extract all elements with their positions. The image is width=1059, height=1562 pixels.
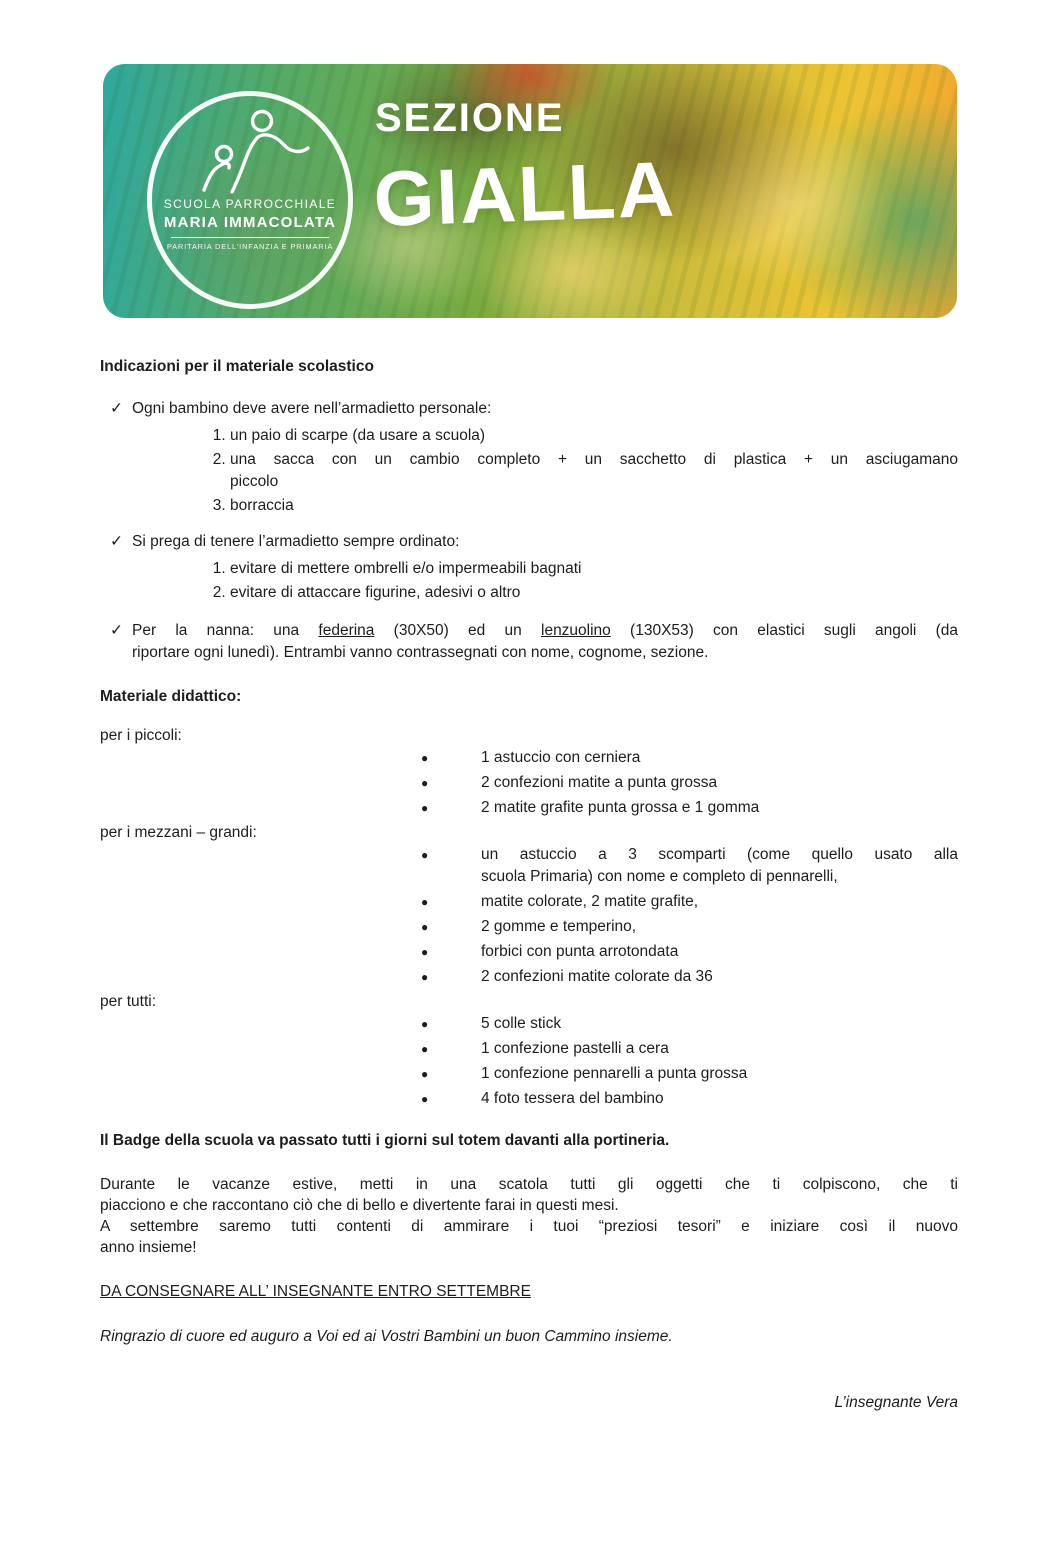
logo-school-name: MARIA IMMACOLATA [163, 214, 337, 231]
material-item-text: 2 confezioni matite a punta grossa [481, 774, 718, 791]
material-item [421, 891, 958, 913]
bullet-icon: ● [421, 945, 429, 959]
material-item-text: 4 foto tessera del bambino [481, 1090, 664, 1107]
material-item [421, 844, 958, 888]
nanna-underlined-word: lenzuolino [541, 622, 611, 639]
material-item [421, 747, 958, 769]
material-item [421, 1013, 958, 1035]
material-item-text: 2 gomme e temperino, [481, 918, 637, 935]
material-item-text: 2 confezioni matite colorate da 36 [481, 968, 713, 985]
material-item-text: un astuccio a 3 scomparti (come quello usato alla [481, 846, 958, 863]
group-label-tutti: per tutti: [100, 993, 156, 1010]
material-item-text: 1 confezione pennarelli a punta grossa [481, 1065, 748, 1082]
section-title-line1: SEZIONE [375, 96, 565, 140]
list-item [230, 425, 958, 447]
material-item [421, 941, 958, 963]
nanna-text-segment: (30X50) ed un [374, 622, 541, 639]
section-title-line2: GIALLA [372, 144, 678, 243]
logo-school-subtitle: PARITARIA DELL'INFANZIA E PRIMARIA [166, 242, 334, 251]
list-item-text: 2. una sacca con un cambio completo + un sacchetto di plastica + un asciugamano [230, 451, 958, 468]
nanna-text-segment: (130X53) con elastici sugli angoli (da [610, 622, 959, 639]
list-item [230, 449, 958, 493]
list-item [230, 582, 958, 604]
list-item-text: 1. un paio di scarpe (da usare a scuola) [230, 427, 486, 444]
material-item [421, 772, 958, 794]
materiale-list-tutti [100, 1013, 958, 1110]
list-item-text: 3. borraccia [230, 497, 294, 514]
material-item-text: 2 matite grafite punta grossa e 1 gomma [481, 799, 760, 816]
teacher-signature: L’insegnante Vera [834, 1394, 958, 1411]
check-icon: ✓ [110, 533, 123, 550]
header-banner [103, 64, 957, 318]
paragraph-line: anno insieme! [100, 1239, 197, 1256]
checklist-item-ordine [100, 531, 958, 553]
ringraziamento-text: Ringrazio di cuore ed auguro a Voi ed ai Vostri Bambini un buon Cammino insieme. [100, 1328, 673, 1345]
section-title [372, 96, 678, 243]
material-item [421, 916, 958, 938]
list-item [230, 558, 958, 580]
nanna-line1 [132, 620, 958, 642]
material-item [421, 1038, 958, 1060]
bullet-icon: ● [421, 1092, 429, 1106]
logo-school-type: SCUOLA PARROCCHIALE [163, 197, 337, 211]
vacanze-paragraph [100, 1174, 958, 1258]
materiale-list-piccoli [100, 747, 958, 819]
bullet-icon: ● [421, 776, 429, 790]
school-logo [147, 91, 353, 309]
paragraph-line: A settembre saremo tutti contenti di ammirare i tuoi “preziosi tesori” e iniziare così il nuovo [100, 1218, 958, 1235]
bullet-icon: ● [421, 801, 429, 815]
material-item-text: 5 colle stick [481, 1015, 562, 1032]
material-item [421, 1063, 958, 1085]
checklist-label: Si prega di tenere l’armadietto sempre ordinato: [132, 533, 460, 550]
logo-figures-icon [180, 108, 320, 196]
material-item [421, 966, 958, 988]
material-item-text: scuola Primaria) con nome e completo di pennarelli, [481, 868, 838, 885]
materiale-list-mezzani [100, 844, 958, 988]
bullet-icon: ● [421, 1017, 429, 1031]
material-item-text: 1 confezione pastelli a cera [481, 1040, 669, 1057]
check-icon: ✓ [110, 400, 123, 417]
nanna-underlined-word: federina [318, 622, 375, 639]
badge-notice: Il Badge della scuola va passato tutti i giorni sul totem davanti alla portineria. [100, 1132, 670, 1149]
list-item-text: 2. evitare di attaccare figurine, adesivi o altro [230, 584, 521, 601]
material-item-text: 1 astuccio con cerniera [481, 749, 641, 766]
checklist-item-nanna [100, 620, 958, 664]
consegna-heading: DA CONSEGNARE ALL’ INSEGNANTE ENTRO SETTEMBRE [100, 1283, 531, 1300]
bullet-icon: ● [421, 1042, 429, 1056]
bullet-icon: ● [421, 848, 429, 862]
material-item-text: matite colorate, 2 matite grafite, [481, 893, 699, 910]
checklist-label: Ogni bambino deve avere nell’armadietto personale: [132, 400, 492, 417]
bullet-icon: ● [421, 920, 429, 934]
list-item-text: piccolo [230, 473, 279, 490]
bullet-icon: ● [421, 751, 429, 765]
bullet-icon: ● [421, 1067, 429, 1081]
material-item [421, 797, 958, 819]
nanna-line2: riportare ogni lunedì). Entrambi vanno contrassegnati con nome, cognome, sezione. [132, 644, 709, 661]
logo-divider [171, 237, 329, 238]
bullet-icon: ● [421, 895, 429, 909]
nanna-text [132, 620, 958, 664]
bullet-icon: ● [421, 970, 429, 984]
heading-materiale: Materiale didattico: [100, 688, 242, 705]
document-page [0, 64, 1059, 1562]
nanna-text-segment: Per la nanna: una [132, 622, 319, 639]
material-item-text: forbici con punta arrotondata [481, 943, 679, 960]
paragraph-line: piacciono e che raccontano ciò che di bello e divertente farai in questi mesi. [100, 1197, 619, 1214]
list-item-text: 1. evitare di mettere ombrelli e/o impermeabili bagnati [230, 560, 582, 577]
paragraph-line: Durante le vacanze estive, metti in una scatola tutti gli oggetti che ti colpiscono, che ti [100, 1176, 958, 1193]
check-icon: ✓ [110, 622, 123, 639]
checklist-item-armadietto [100, 398, 958, 420]
material-item [421, 1088, 958, 1110]
document-content [100, 356, 958, 1414]
armadietto-list [100, 425, 958, 517]
heading-indicazioni: Indicazioni per il materiale scolastico [100, 358, 374, 375]
group-label-piccoli: per i piccoli: [100, 727, 182, 744]
group-label-mezzani-grandi: per i mezzani – grandi: [100, 824, 257, 841]
ordine-list [100, 558, 958, 604]
list-item [230, 495, 958, 517]
